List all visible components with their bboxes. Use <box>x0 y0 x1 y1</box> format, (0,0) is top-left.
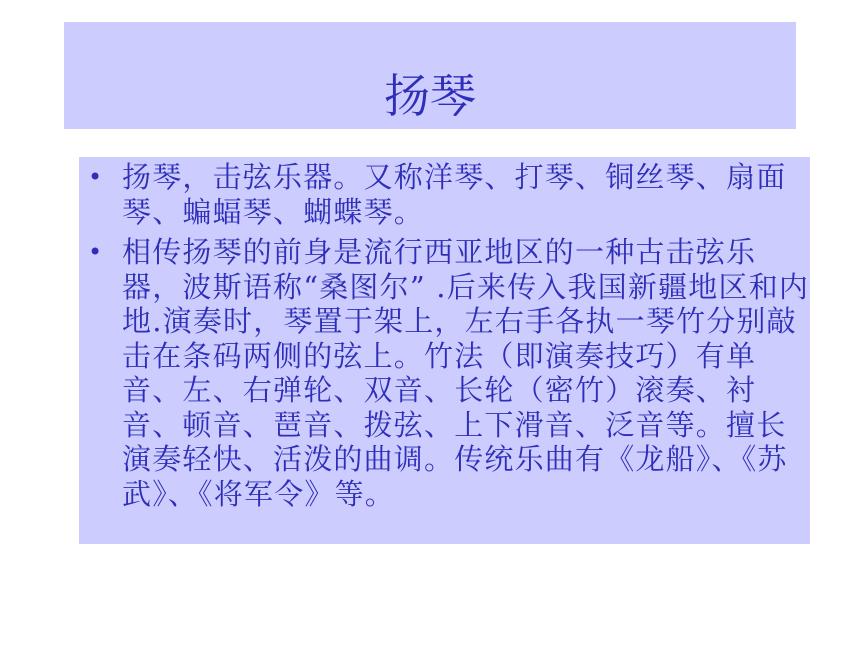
title-placeholder <box>64 22 796 129</box>
slide-title: 扬琴 <box>384 69 476 123</box>
bullet-text: 相传扬琴的前身是流行西亚地区的一种古击弦乐器，波斯语称“桑图尔” .后来传入我国新疆地区和内地.演奏时，琴置于架上，左右手各执一琴竹分别敲击在条码两侧的弦上。竹法（即演奏技巧）有单音、左、右弹轮、双音、长轮（密竹）滚奏、衬音、顿音、琶音、拨弦、上下滑音、泛音等。擅长演奏轻快、活泼的曲调。传统乐曲有《龙船》、《苏武》、《将军令》等。 <box>122 235 810 511</box>
bullet-item <box>86 235 816 511</box>
bullet-marker: • <box>88 238 104 266</box>
bullet-text: 扬琴，击弦乐器。又称洋琴、打琴、铜丝琴、扇面琴、蝙蝠琴、蝴蝶琴。 <box>122 160 787 229</box>
bullet-item <box>86 160 816 229</box>
bullet-marker: • <box>88 163 104 191</box>
bullet-list <box>86 160 816 517</box>
